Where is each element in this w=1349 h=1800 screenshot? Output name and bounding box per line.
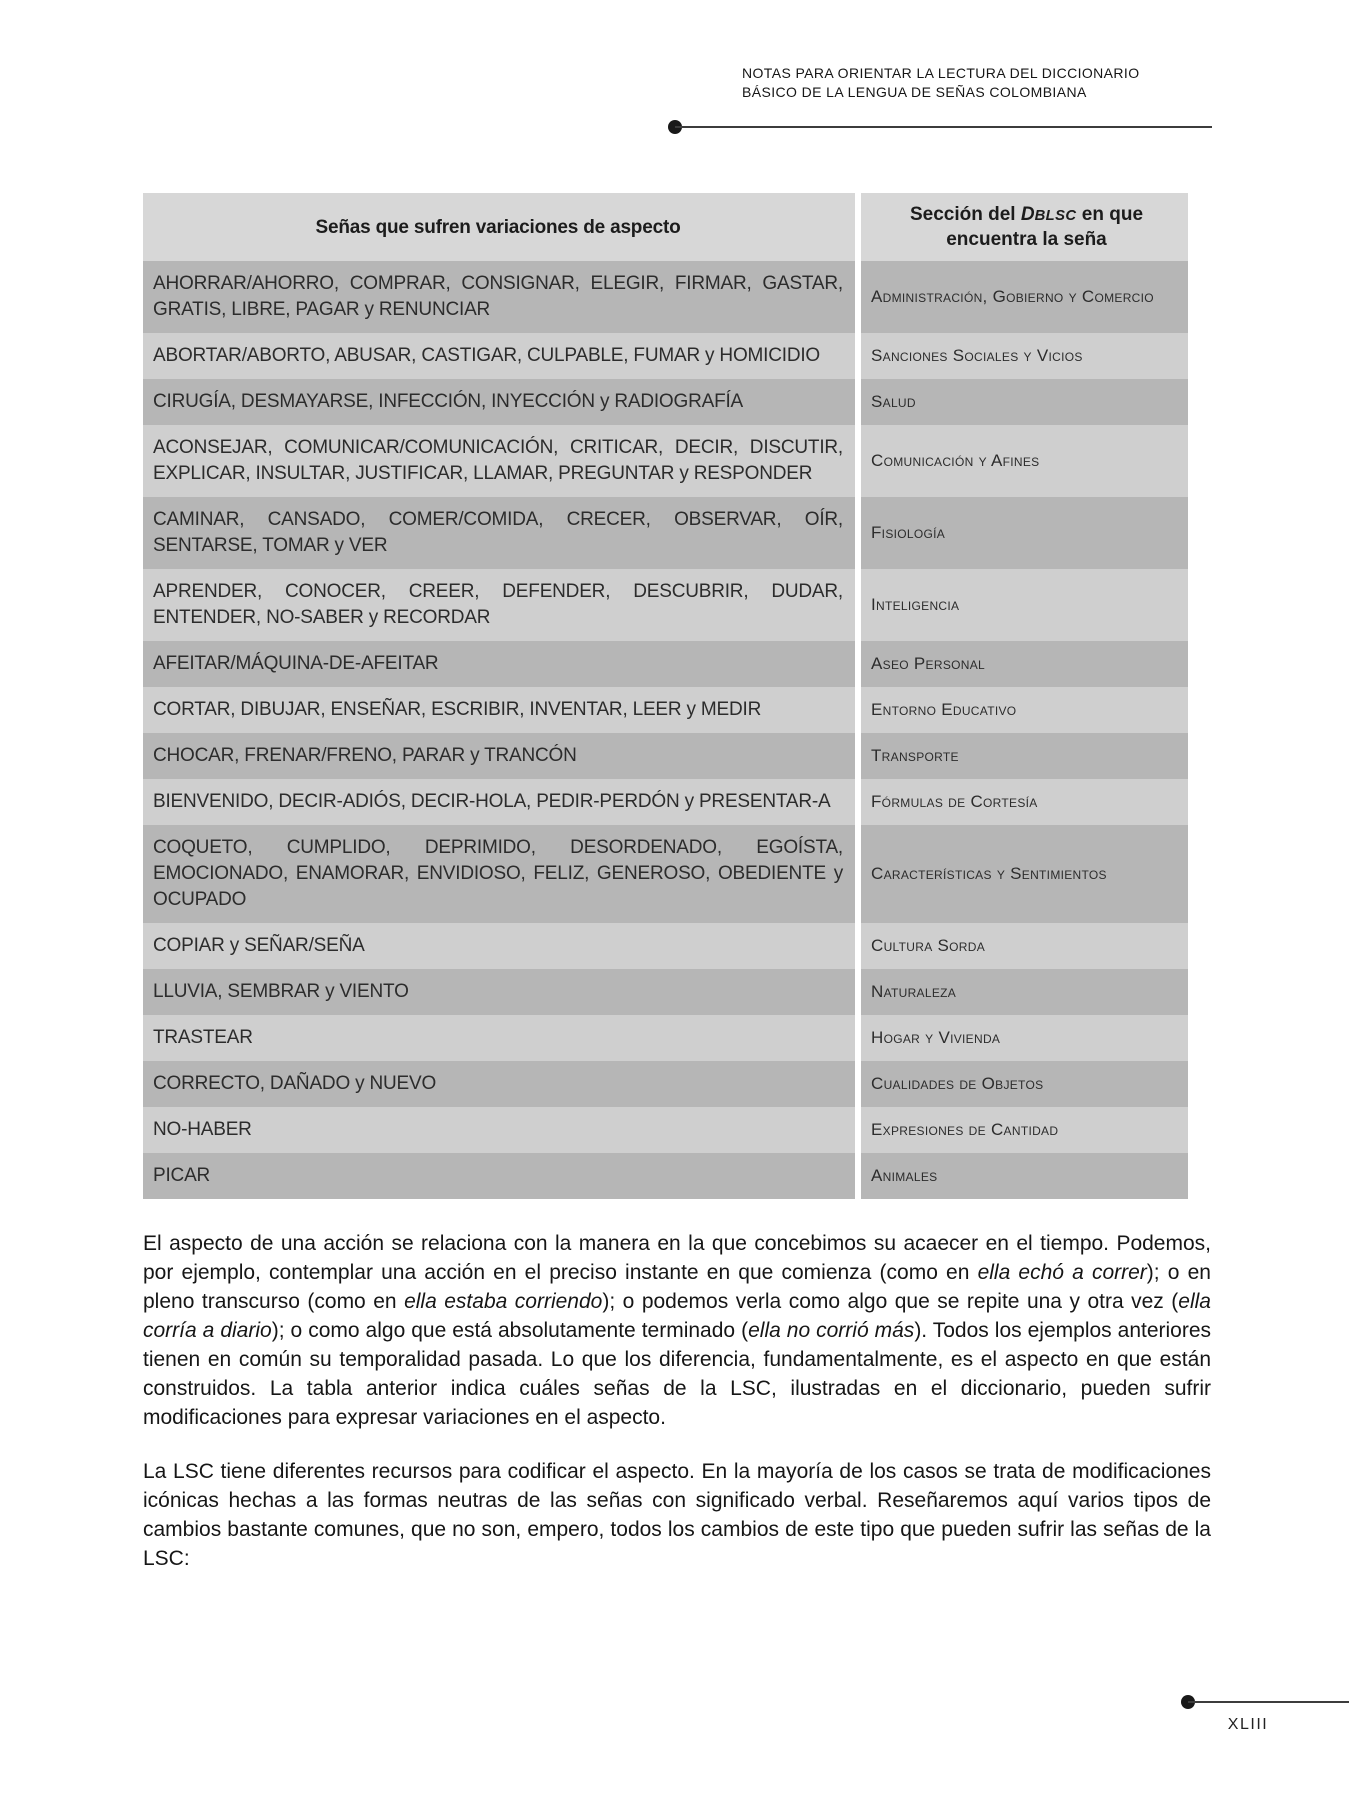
text-segment: ella corría a diario	[143, 1290, 1211, 1342]
section-cell	[861, 1061, 1188, 1107]
table-header-signs: Señas que sufren variaciones de aspecto	[143, 193, 855, 261]
section-name: Hogar y Vivienda	[871, 1028, 1001, 1047]
section-cell	[861, 969, 1188, 1015]
table-row	[143, 923, 1188, 969]
table-row	[143, 1153, 1188, 1199]
signs-cell: ABORTAR/ABORTO, ABUSAR, CASTIGAR, CULPABLE, FUMAR y HOMICIDIO	[143, 333, 855, 379]
table-row	[143, 1107, 1188, 1153]
signs-cell: TRASTEAR	[143, 1015, 855, 1061]
table-row	[143, 497, 1188, 569]
section-cell	[861, 687, 1188, 733]
table-header-row	[143, 193, 1188, 261]
table-row	[143, 641, 1188, 687]
section-name: Inteligencia	[871, 595, 960, 614]
section-cell	[861, 379, 1188, 425]
signs-cell: LLUVIA, SEMBRAR y VIENTO	[143, 969, 855, 1015]
table-row	[143, 779, 1188, 825]
table-row	[143, 733, 1188, 779]
signs-cell: AHORRAR/AHORRO, COMPRAR, CONSIGNAR, ELEGIR, FIRMAR, GASTAR, GRATIS, LIBRE, PAGAR y RENUNCIAR	[143, 261, 855, 333]
section-name: Salud	[871, 392, 916, 411]
text-segment: ); o en pleno transcurso (como en	[143, 1261, 1211, 1313]
section-name: Naturaleza	[871, 982, 957, 1001]
running-header-line1: NOTAS PARA ORIENTAR LA LECTURA DEL DICCIONARIO	[742, 65, 1140, 81]
footer-rule	[1188, 1701, 1349, 1703]
body-text	[143, 1229, 1211, 1573]
running-header-line2: BÁSICO DE LA LENGUA DE SEÑAS COLOMBIANA	[742, 84, 1087, 100]
section-cell	[861, 923, 1188, 969]
section-cell	[861, 497, 1188, 569]
section-name: Cualidades de Objetos	[871, 1074, 1044, 1093]
text-segment: ella estaba corriendo	[404, 1290, 603, 1313]
table-row	[143, 569, 1188, 641]
page-number: XLIII	[1227, 1716, 1269, 1733]
signs-cell: APRENDER, CONOCER, CREER, DEFENDER, DESCUBRIR, DUDAR, ENTENDER, NO-SABER y RECORDAR	[143, 569, 855, 641]
table-row	[143, 333, 1188, 379]
section-cell	[861, 425, 1188, 497]
section-cell	[861, 641, 1188, 687]
text-segment: D	[1020, 204, 1035, 225]
table-header-section	[861, 193, 1188, 261]
section-cell	[861, 569, 1188, 641]
section-name: Animales	[871, 1166, 938, 1185]
section-name: Fórmulas de Cortesía	[871, 792, 1038, 811]
section-name: Entorno Educativo	[871, 700, 1017, 719]
paragraph	[143, 1229, 1211, 1432]
text-segment: El aspecto de una acción se relaciona con la manera en la que concebimos su acaecer en el tiempo. Podemos, por ejemplo, contemplar una acción en el preciso instante en que comienza (como en	[143, 1232, 1211, 1284]
signs-cell: NO-HABER	[143, 1107, 855, 1153]
header-rule	[675, 126, 1212, 128]
section-name: Sanciones Sociales y Vicios	[871, 346, 1083, 365]
signs-cell: PICAR	[143, 1153, 855, 1199]
text-segment: ); o podemos verla como algo que se repite una y otra vez (	[602, 1290, 1179, 1313]
table-body	[143, 261, 1188, 1199]
section-cell	[861, 1153, 1188, 1199]
section-name: Aseo Personal	[871, 654, 985, 673]
text-segment: Sección del	[909, 204, 1021, 225]
section-name: Fisiología	[871, 523, 946, 542]
section-cell	[861, 1015, 1188, 1061]
table-header-section-text	[910, 203, 1143, 251]
signs-cell: CHOCAR, FRENAR/FRENO, PARAR y TRANCÓN	[143, 733, 855, 779]
signs-cell: CORTAR, DIBUJAR, ENSEÑAR, ESCRIBIR, INVENTAR, LEER y MEDIR	[143, 687, 855, 733]
table-row	[143, 379, 1188, 425]
text-segment: en que	[1076, 204, 1144, 225]
section-name: Comunicación y Afines	[871, 451, 1040, 470]
section-name: Transporte	[871, 746, 959, 765]
text-segment: ella echó a correr	[977, 1261, 1147, 1284]
section-name: Administración, Gobierno y Comercio	[871, 287, 1154, 306]
signs-cell: ACONSEJAR, COMUNICAR/COMUNICACIÓN, CRITICAR, DECIR, DISCUTIR, EXPLICAR, INSULTAR, JUSTIFICAR, LLAMAR, PREGUNTAR y RESPONDER	[143, 425, 855, 497]
section-name: Características y Sentimientos	[871, 864, 1107, 883]
section-cell	[861, 779, 1188, 825]
section-cell	[861, 261, 1188, 333]
text-segment: BLSC	[1034, 208, 1077, 224]
table-row	[143, 425, 1188, 497]
section-name: Expresiones de Cantidad	[871, 1120, 1059, 1139]
table-row	[143, 1015, 1188, 1061]
running-header	[742, 64, 1140, 102]
paragraph	[143, 1457, 1211, 1573]
text-segment: encuentra la seña	[946, 229, 1107, 250]
text-segment: La LSC tiene diferentes recursos para codificar el aspecto. En la mayoría de los casos se trata de modificaciones icónicas hechas a las formas neutras de las señas con significado verbal. Reseñaremos aquí varios tipos de cambios bastante comunes, que no son, empero, todos los cambios de este tipo que pueden sufrir las señas de la LSC:	[143, 1460, 1211, 1570]
text-segment: ella no corrió más	[748, 1319, 915, 1342]
section-cell	[861, 333, 1188, 379]
section-name: Cultura Sorda	[871, 936, 986, 955]
section-cell	[861, 825, 1188, 923]
signs-cell: CIRUGÍA, DESMAYARSE, INFECCIÓN, INYECCIÓN y RADIOGRAFÍA	[143, 379, 855, 425]
text-segment: ). Todos los ejemplos anteriores tienen en común su temporalidad pasada. Lo que los diferencia, fundamentalmente, es el aspecto en que están construidos. La tabla anterior indica cuáles señas de la LSC, ilustradas en el diccionario, pueden sufrir modificaciones para expresar variaciones en el aspecto.	[143, 1319, 1212, 1429]
table-row	[143, 825, 1188, 923]
table-row	[143, 261, 1188, 333]
signs-cell: BIENVENIDO, DECIR-ADIÓS, DECIR-HOLA, PEDIR-PERDÓN y PRESENTAR-A	[143, 779, 855, 825]
signs-cell: CAMINAR, CANSADO, COMER/COMIDA, CRECER, OBSERVAR, OÍR, SENTARSE, TOMAR y VER	[143, 497, 855, 569]
table-row	[143, 1061, 1188, 1107]
table-row	[143, 969, 1188, 1015]
signs-cell: CORRECTO, DAÑADO y NUEVO	[143, 1061, 855, 1107]
signs-cell: COPIAR y SEÑAR/SEÑA	[143, 923, 855, 969]
section-cell	[861, 733, 1188, 779]
aspect-variation-table	[143, 193, 1188, 1199]
section-cell	[861, 1107, 1188, 1153]
table-row	[143, 687, 1188, 733]
signs-cell: AFEITAR/MÁQUINA-DE-AFEITAR	[143, 641, 855, 687]
signs-cell: COQUETO, CUMPLIDO, DEPRIMIDO, DESORDENADO, EGOÍSTA, EMOCIONADO, ENAMORAR, ENVIDIOSO, FELIZ, GENEROSO, OBEDIENTE y OCUPADO	[143, 825, 855, 923]
text-segment: ); o como algo que está absolutamente terminado (	[271, 1319, 749, 1342]
